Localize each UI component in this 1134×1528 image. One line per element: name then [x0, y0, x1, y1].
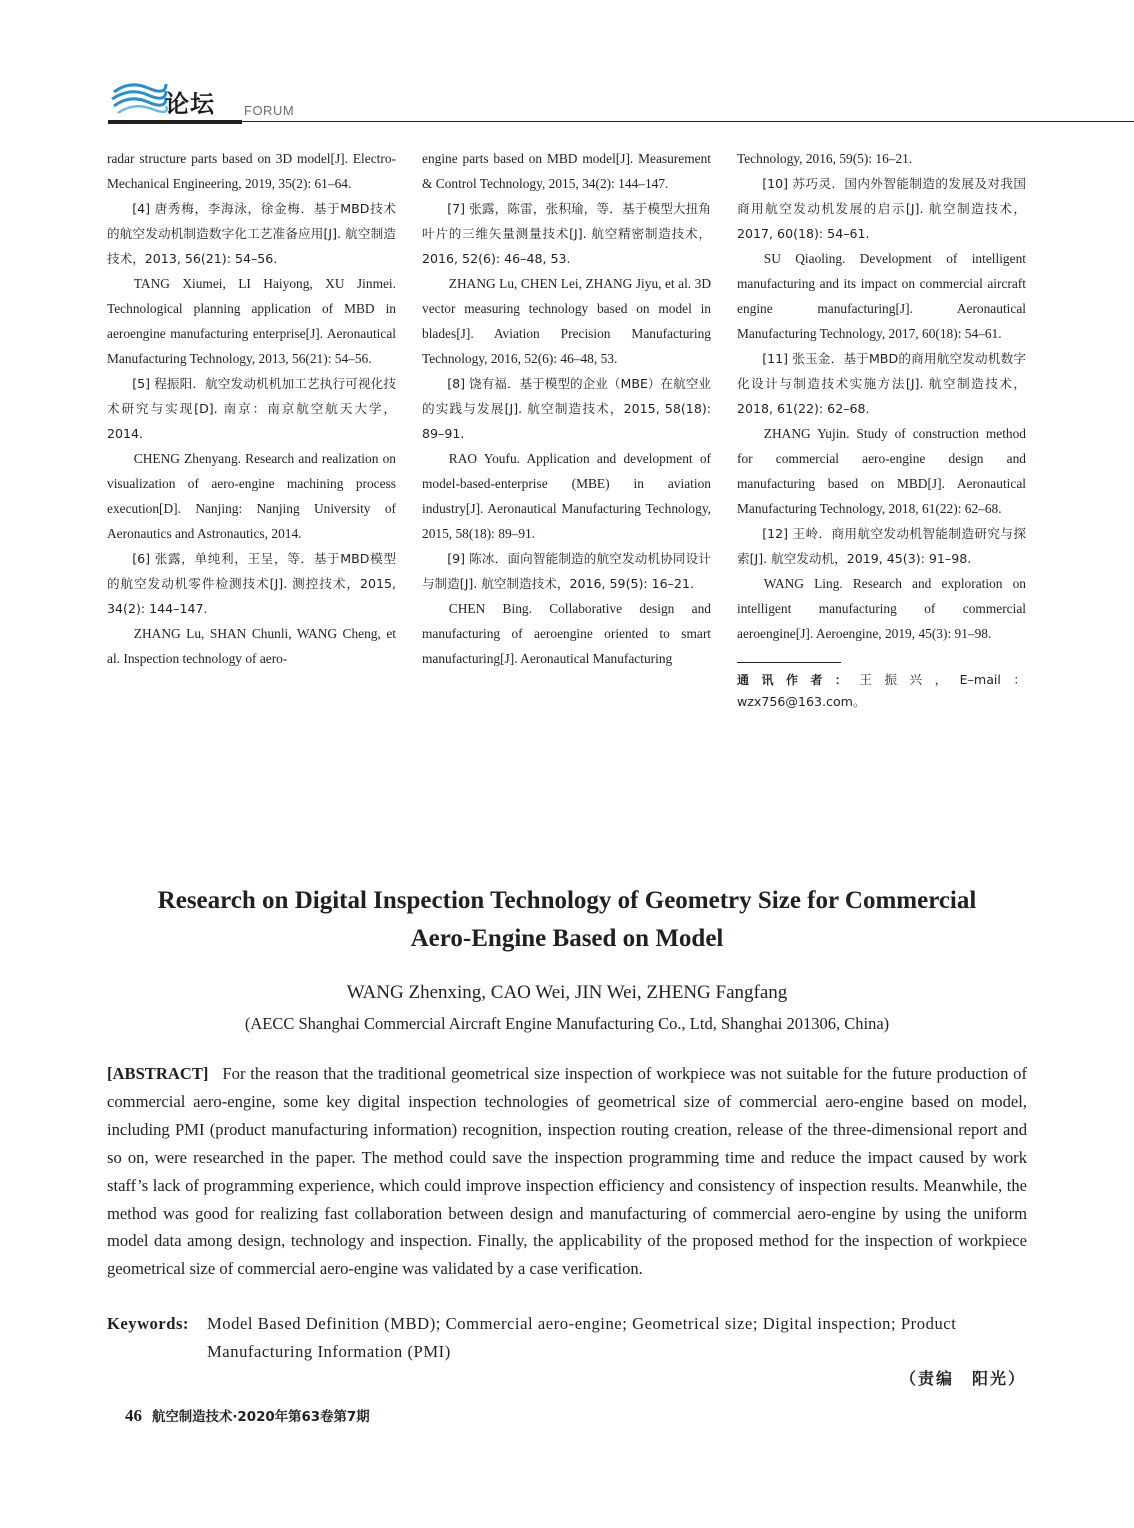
journal-issue: 航空制造技术·2020年第63卷第7期: [152, 1410, 370, 1425]
title-line-1: Research on Digital Inspection Technology of Geometry Size for Commercial: [157, 887, 977, 914]
footnote-text: 王振兴，E–mail：wzx756@163.com。: [737, 672, 1026, 709]
reference-entry: CHEN Bing. Collaborative design and manufacturing of aeroengine oriented to smart manufacturing[J]. Aeronautical Manufacturing: [422, 601, 711, 666]
page-number: 46: [125, 1406, 142, 1425]
wave-stripes-icon: [108, 78, 168, 118]
footnote-rule: [737, 662, 841, 663]
reference-entry: ZHANG Lu, CHEN Lei, ZHANG Jiyu, et al. 3D vector measuring technology based on model in blades[J]. Aviation Precision Manufacturing Technology, 2016, 52(6): 46–48, 53.: [422, 276, 711, 366]
reference-entry: [4] 唐秀梅，李海泳，徐金梅．基于MBD技术的航空发动机制造数字化工艺准备应用[J]. 航空制造技术，2013, 56(21): 54–56.: [107, 201, 396, 266]
reference-entry: SU Qiaoling. Development of intelligent manufacturing and its impact on commercial aircraft engine manufacturing[J]. Aeronautical Manufacturing Technology, 2017, 60(18): 54–61.: [737, 251, 1026, 341]
section-title: 论坛: [165, 90, 215, 118]
keywords-label: Keywords:: [107, 1314, 189, 1333]
author-list: WANG Zhenxing, CAO Wei, JIN Wei, ZHENG Fangfang: [346, 982, 788, 1003]
abstract-label: [ABSTRACT]: [107, 1064, 209, 1083]
reference-column-3: [737, 146, 1026, 713]
reference-entry: [12] 王岭．商用航空发动机智能制造研究与探索[J]. 航空发动机，2019, 45(3): 91–98.: [737, 526, 1026, 566]
reference-entry: WANG Ling. Research and exploration on intelligent manufacturing of commercial aeroengine[J]. Aeroengine, 2019, 45(3): 91–98.: [737, 576, 1026, 641]
section-subtitle: FORUM: [244, 103, 295, 118]
page-footer: [125, 1406, 370, 1426]
reference-entry: [6] 张露，单纯利，王呈，等．基于MBD模型的航空发动机零件检测技术[J]. 测控技术，2015, 34(2): 144–147.: [107, 551, 396, 616]
reference-entry: [10] 苏巧灵．国内外智能制造的发展及对我国商用航空发动机发展的启示[J]. 航空制造技术，2017, 60(18): 54–61.: [737, 176, 1026, 241]
abstract-text: For the reason that the traditional geometrical size inspection of workpiece was not suitable for the future production of commercial aero-engine, some key digital inspection technologies of geometrical size of commercial aero-engine based on model, including PMI (product manufacturing information) recognition, inspection routing creation, release of the three-dimensional report and so on, were researched in the paper. The method could save the inspection programming time and reduce the impact caused by work staff’s lack of programming experience, which could improve inspection efficiency and consistency of inspection results. Meanwhile, the method was good for realizing fast collaboration between design and manufacturing of commercial aero-engine by using the uniform model data among design, technology and inspection. Finally, the applicability of the proposed method for the inspection of workpiece geometrical size of commercial aero-engine was validated by a case verification.: [107, 1064, 1027, 1279]
reference-entry: [8] 饶有福．基于模型的企业（MBE）在航空业的实践与发展[J]. 航空制造技术，2015, 58(18): 89–91.: [422, 376, 711, 441]
reference-column-1: [107, 146, 396, 671]
reference-entry: [5] 程振阳．航空发动机机加工艺执行可视化技术研究与实现[D]. 南京：南京航空航天大学，2014.: [107, 376, 396, 441]
affiliation: (AECC Shanghai Commercial Aircraft Engine Manufacturing Co., Ltd, Shanghai 201306, China): [244, 1014, 890, 1033]
reference-column-2: [422, 146, 711, 671]
reference-entry: TANG Xiumei, LI Haiyong, XU Jinmei. Technological planning application of MBD in aeroengine manufacturing enterprise[J]. Aeronautical Manufacturing Technology, 2013, 56(21): 54–56.: [107, 276, 396, 366]
reference-entry: radar structure parts based on 3D model[J]. Electro-Mechanical Engineering, 2019, 35(2): 61–64.: [107, 151, 396, 191]
reference-entry: ZHANG Yujin. Study of construction method for commercial aero-engine design and manufacturing based on MBD[J]. Aeronautical Manufacturing Technology, 2018, 61(22): 62–68.: [737, 426, 1026, 516]
page-header: [0, 0, 1134, 130]
abstract: [107, 1060, 1027, 1283]
keywords-text: Model Based Definition (MBD); Commercial aero-engine; Geometrical size; Digital inspection; Product Manufacturing Information (PMI): [207, 1314, 957, 1361]
reference-entry: Technology, 2016, 59(5): 16–21.: [737, 151, 913, 166]
reference-entry: CHENG Zhenyang. Research and realization on visualization of aero-engine machining process execution[D]. Nanjing: Nanjing University of Aeronautics and Astronautics, 2014.: [107, 451, 396, 541]
editor-credit: （责编 阳光）: [899, 1369, 1026, 1388]
reference-entry: ZHANG Lu, SHAN Chunli, WANG Cheng, et al. Inspection technology of aero-: [107, 626, 396, 666]
reference-entry: engine parts based on MBD model[J]. Measurement & Control Technology, 2015, 34(2): 144–147.: [422, 151, 711, 191]
corresponding-author-note: [737, 669, 1026, 713]
footnote-label: 通讯作者：: [737, 673, 860, 687]
reference-entry: [7] 张露，陈雷，张积瑜，等．基于模型大扭角叶片的三维矢量测量技术[J]. 航空精密制造技术，2016, 52(6): 46–48, 53.: [422, 201, 711, 266]
article-title: [107, 882, 1027, 958]
keywords: [107, 1310, 1027, 1366]
reference-entry: [11] 张玉金．基于MBD的商用航空发动机数字化设计与制造技术实施方法[J]. 航空制造技术，2018, 61(22): 62–68.: [737, 351, 1026, 416]
header-rule-thick: [108, 120, 242, 124]
reference-entry: [9] 陈冰．面向智能制造的航空发动机协同设计与制造[J]. 航空制造技术，2016, 59(5): 16–21.: [422, 551, 711, 591]
header-rule-thin: [242, 121, 1134, 122]
title-line-2: Aero-Engine Based on Model: [410, 925, 724, 952]
reference-entry: RAO Youfu. Application and development of model-based-enterprise (MBE) in aviation industry[J]. Aeronautical Manufacturing Technology, 2015, 58(18): 89–91.: [422, 451, 711, 541]
